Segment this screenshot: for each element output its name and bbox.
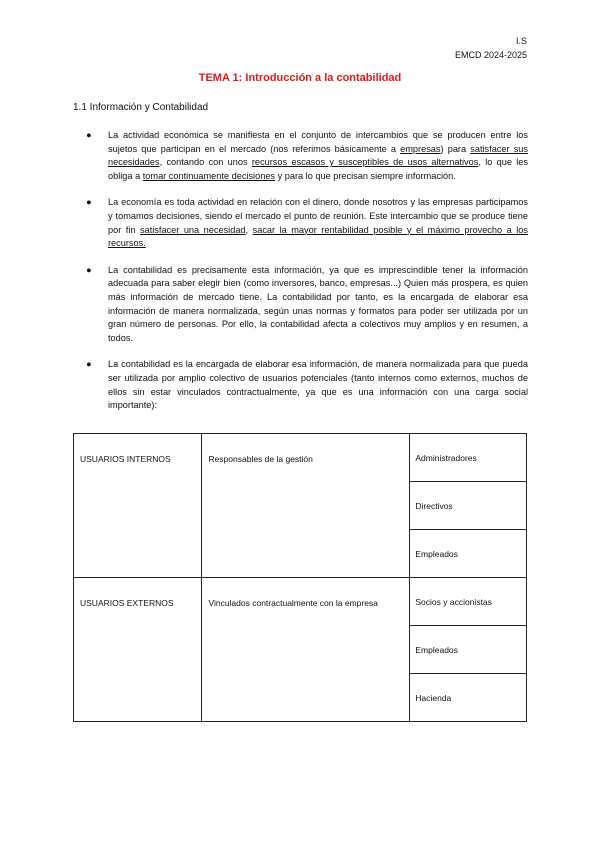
bullet-list: [86, 129, 528, 426]
bullet-dot-icon: ●: [86, 264, 92, 275]
bullet-item: [86, 196, 528, 250]
table-cell: [410, 530, 527, 578]
internal-users-desc: Responsables de la gestión: [208, 454, 313, 464]
bullet-item: [86, 264, 528, 346]
text-span: La contabilidad es precisamente esta información, ya que es imprescindible tener la información adecuada para saber elegir bien (como inversores, banco, empresas...) Quien más prospera, es quien más información de mercado tiene. La contabilidad por tanto, es la encargada de elaborar esa información de manera normalizada, según unas normas y formatos para poder ser utilizada por un gran número de personas. Por ello, la contabilidad afecta a colectivos muy amplios y en resumen, a todos.: [108, 264, 528, 343]
header-course: EMCD 2024-2025: [454, 50, 527, 60]
underlined-text: recursos escasos y susceptibles de usos alternativos: [251, 157, 479, 168]
users-table: [73, 433, 527, 722]
underlined-text: tomar continuamente decisiones: [142, 170, 276, 181]
bullet-item: [86, 129, 528, 183]
table-cell: [410, 578, 527, 626]
table-cell: [74, 578, 202, 722]
user-type: Socios y accionistas: [415, 596, 492, 607]
user-type: Hacienda: [415, 692, 452, 703]
text-span: ,: [245, 224, 253, 235]
text-span: ) para: [440, 143, 471, 154]
table-cell: [410, 674, 527, 722]
table-cell: [202, 434, 410, 578]
underlined-text: sacar la mayor rentabilidad posible y el máximo provecho a los recursos.: [108, 224, 528, 249]
bullet-dot-icon: ●: [86, 130, 92, 140]
user-type: Administradores: [415, 452, 477, 463]
table-cell: [202, 578, 410, 722]
bullet-item: [86, 358, 528, 412]
text-span: La contabilidad es la encargada de elaborar esa información, de manera normalizada para que pueda ser utilizada por amplio colectivo de usuarios potenciales (tanto internos como externos, muchos de ellos sin estar vinculados contractualmente, ya que es una información con una carga social importante):: [108, 359, 528, 411]
table-cell: [410, 482, 527, 530]
user-type: Empleados: [415, 548, 458, 559]
text-span: , lo que les obliga a: [108, 157, 529, 181]
underlined-text: satisfacer una necesidad: [140, 224, 246, 235]
external-users-desc: Vinculados contractualmente con la empresa: [208, 598, 378, 608]
user-type: Directivos: [415, 500, 453, 511]
section-heading: 1.1 Información y Contabilidad: [73, 102, 209, 113]
table-row: [74, 434, 527, 482]
text-span: La economía es toda actividad en relación con el dinero, donde nosotros y las empresas participamos y tomamos decisiones, siendo el mercado el punto de reunión. Este intercambio que se produce tiene por fin: [108, 197, 528, 235]
table-cell: [410, 626, 527, 674]
table-cell: [410, 434, 527, 482]
text-span: , contando con unos: [159, 157, 252, 168]
text-span: y para lo que precisan siempre información.: [275, 170, 456, 181]
user-type: Empleados: [415, 644, 458, 655]
header-initials: I.S: [515, 36, 527, 46]
underlined-text: satisfacer sus necesidades: [108, 143, 529, 168]
bullet-dot-icon: ●: [86, 359, 92, 370]
text-span: La actividad económica se manifiesta en el conjunto de intercambios que se producen entre los sujetos que participan en el mercado (nos referimos básicamente a: [108, 130, 528, 154]
bullet-dot-icon: ●: [86, 197, 92, 208]
table-cell: [74, 434, 202, 578]
underlined-text: empresas: [400, 143, 441, 154]
external-users-label: USUARIOS EXTERNOS: [80, 598, 174, 608]
page-title: TEMA 1: Introducción a la contabilidad: [198, 72, 402, 84]
internal-users-label: USUARIOS INTERNOS: [80, 454, 171, 464]
page-header: [455, 34, 527, 62]
table-row: [74, 578, 527, 626]
